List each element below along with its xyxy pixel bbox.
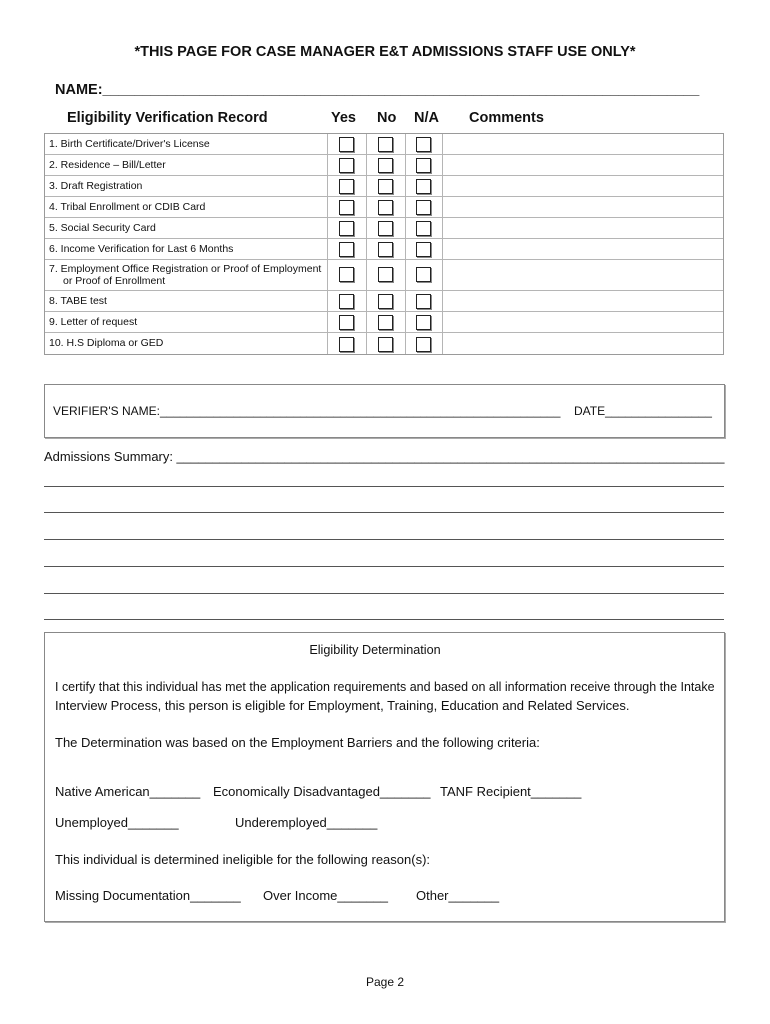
- native-american-field[interactable]: Native American_______: [55, 784, 201, 799]
- checklist-row: [45, 291, 723, 312]
- no-checkbox[interactable]: [378, 267, 393, 282]
- summary-line[interactable]: [44, 619, 724, 620]
- comments-cell[interactable]: [443, 155, 723, 175]
- eligibility-checklist: [44, 133, 724, 355]
- comments-cell[interactable]: [443, 312, 723, 332]
- yes-checkbox[interactable]: [339, 221, 354, 236]
- checklist-row: [45, 260, 723, 291]
- certify-statement-line2: Interview Process, this person is eligible for Employment, Training, Education and Related Services.: [55, 698, 630, 713]
- checklist-row: [45, 197, 723, 218]
- underemployed-field[interactable]: Underemployed_______: [235, 815, 378, 830]
- comments-cell[interactable]: [443, 197, 723, 217]
- yes-column-header: Yes: [331, 110, 356, 126]
- checklist-row: [45, 312, 723, 333]
- na-checkbox[interactable]: [416, 337, 431, 352]
- yes-checkbox[interactable]: [339, 200, 354, 215]
- summary-line[interactable]: [44, 512, 724, 513]
- criteria-intro: The Determination was based on the Employment Barriers and the following criteria:: [55, 735, 540, 750]
- comments-cell[interactable]: [443, 176, 723, 196]
- comments-cell[interactable]: [443, 333, 723, 355]
- checklist-row: [45, 239, 723, 260]
- yes-checkbox[interactable]: [339, 337, 354, 352]
- na-checkbox[interactable]: [416, 221, 431, 236]
- na-checkbox[interactable]: [416, 200, 431, 215]
- determination-title: Eligibility Determination: [309, 642, 441, 657]
- checklist-row: [45, 218, 723, 239]
- na-column-header: N/A: [414, 110, 439, 126]
- summary-line[interactable]: [44, 593, 724, 594]
- no-checkbox[interactable]: [378, 179, 393, 194]
- checklist-item-label: 4. Tribal Enrollment or CDIB Card: [49, 201, 206, 213]
- yes-checkbox[interactable]: [339, 137, 354, 152]
- summary-line[interactable]: [44, 539, 724, 540]
- checklist-item-label: 2. Residence – Bill/Letter: [49, 159, 166, 171]
- no-checkbox[interactable]: [378, 242, 393, 257]
- checklist-row: [45, 155, 723, 176]
- unemployed-field[interactable]: Unemployed_______: [55, 815, 179, 830]
- comments-column-header: Comments: [469, 110, 544, 126]
- checklist-item-label: 5. Social Security Card: [49, 222, 156, 234]
- column-divider: [327, 134, 328, 354]
- no-column-header: No: [377, 110, 397, 126]
- comments-cell[interactable]: [443, 291, 723, 311]
- na-checkbox[interactable]: [416, 267, 431, 282]
- other-field[interactable]: Other_______: [416, 888, 500, 903]
- na-checkbox[interactable]: [416, 158, 431, 173]
- checklist-item-label: 7. Employment Office Registration or Proof of Employment: [49, 263, 322, 275]
- verifier-box: [44, 384, 725, 438]
- summary-line[interactable]: [44, 566, 724, 567]
- checklist-item-label-continued: or Proof of Enrollment: [63, 275, 166, 287]
- no-checkbox[interactable]: [378, 315, 393, 330]
- no-checkbox[interactable]: [378, 137, 393, 152]
- yes-checkbox[interactable]: [339, 179, 354, 194]
- comments-cell[interactable]: [443, 239, 723, 259]
- column-divider: [442, 134, 443, 354]
- no-checkbox[interactable]: [378, 221, 393, 236]
- economically-disadvantaged-field[interactable]: Economically Disadvantaged_______: [213, 784, 431, 799]
- na-checkbox[interactable]: [416, 294, 431, 309]
- over-income-field[interactable]: Over Income_______: [263, 888, 389, 903]
- record-column-header: Eligibility Verification Record: [67, 110, 268, 126]
- name-field[interactable]: NAME:__________________________________________________________________________: [55, 82, 700, 98]
- checklist-item-label: 1. Birth Certificate/Driver's License: [49, 138, 210, 150]
- missing-documentation-field[interactable]: Missing Documentation_______: [55, 888, 241, 903]
- na-checkbox[interactable]: [416, 315, 431, 330]
- yes-checkbox[interactable]: [339, 242, 354, 257]
- tanf-recipient-field[interactable]: TANF Recipient_______: [440, 784, 582, 799]
- checklist-item-label: 3. Draft Registration: [49, 180, 143, 192]
- no-checkbox[interactable]: [378, 294, 393, 309]
- checklist-row: [45, 134, 723, 155]
- yes-checkbox[interactable]: [339, 267, 354, 282]
- date-field[interactable]: DATE________________: [574, 404, 712, 418]
- yes-checkbox[interactable]: [339, 294, 354, 309]
- checklist-item-label: 6. Income Verification for Last 6 Months: [49, 243, 234, 255]
- na-checkbox[interactable]: [416, 242, 431, 257]
- na-checkbox[interactable]: [416, 179, 431, 194]
- comments-cell[interactable]: [443, 260, 723, 290]
- checklist-item-label: 10. H.S Diploma or GED: [49, 337, 164, 349]
- column-divider: [366, 134, 367, 354]
- no-checkbox[interactable]: [378, 200, 393, 215]
- checklist-row: [45, 176, 723, 197]
- comments-cell[interactable]: [443, 134, 723, 154]
- yes-checkbox[interactable]: [339, 315, 354, 330]
- certify-statement-line1: I certify that this individual has met the application requirements and based on all information receive through the Intake: [55, 679, 715, 694]
- page-title: *THIS PAGE FOR CASE MANAGER E&T ADMISSIONS STAFF USE ONLY*: [134, 44, 636, 60]
- no-checkbox[interactable]: [378, 158, 393, 173]
- no-checkbox[interactable]: [378, 337, 393, 352]
- summary-line[interactable]: [44, 486, 724, 487]
- admissions-summary-field[interactable]: Admissions Summary: ____________________________________________________________________________: [44, 449, 725, 464]
- comments-cell[interactable]: [443, 218, 723, 238]
- checklist-item-label: 8. TABE test: [49, 295, 107, 307]
- checklist-row: [45, 333, 723, 355]
- na-checkbox[interactable]: [416, 137, 431, 152]
- eligibility-determination-box: [44, 632, 725, 922]
- column-divider: [405, 134, 406, 354]
- checklist-item-label: 9. Letter of request: [49, 316, 138, 328]
- page-number: Page 2: [365, 975, 405, 989]
- yes-checkbox[interactable]: [339, 158, 354, 173]
- ineligible-intro: This individual is determined ineligible for the following reason(s):: [55, 852, 431, 867]
- verifier-name-field[interactable]: VERIFIER'S NAME:____________________________________________________________: [53, 404, 561, 418]
